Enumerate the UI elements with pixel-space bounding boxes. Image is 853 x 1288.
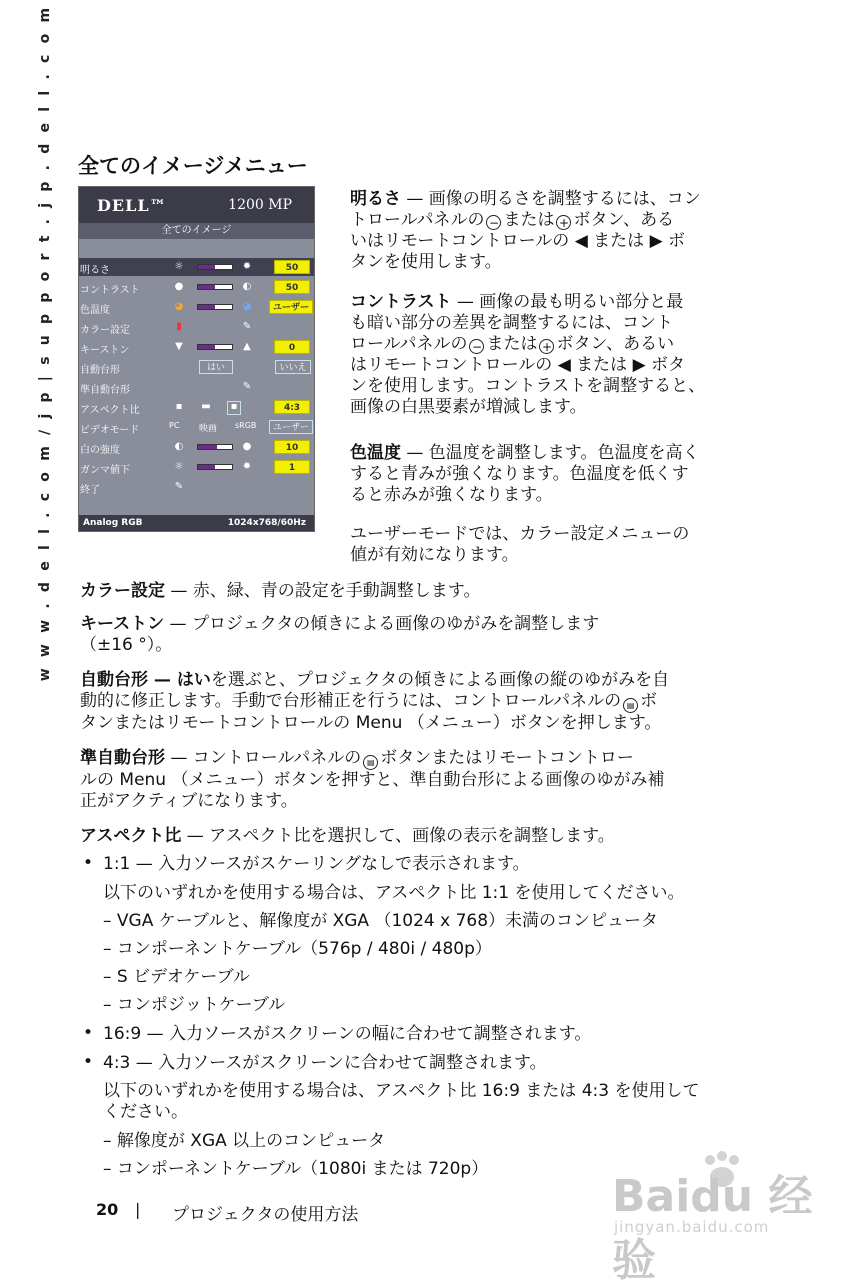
mode-pc[interactable]: PC: [169, 421, 180, 430]
enter-icon: ✎: [174, 481, 184, 492]
text: ルの Menu （メニュー）ボタンを押すと、準自動台形による画像のゆがみ補: [80, 770, 665, 790]
osd-row-contrast[interactable]: [79, 278, 314, 296]
aspect-1-1-item: – VGA ケーブルと、解像度が XGA （1024 x 768）未満のコンピュータ: [103, 911, 659, 931]
sun-large-icon: ✹: [242, 461, 252, 472]
osd-slider-fill: [198, 265, 215, 269]
osd-subtitle: 全てのイメージ: [79, 223, 314, 239]
text: ボタン、あるい: [556, 334, 675, 354]
circle-icon: ●: [174, 281, 184, 292]
text: （±16 °）。: [80, 635, 173, 655]
text: タンまたはリモートコントロールの Menu （メニュー）ボタンを押します。: [80, 713, 662, 733]
mode-movie[interactable]: 映画: [199, 424, 218, 434]
color-warm-icon: ◕: [174, 301, 184, 312]
aspect-1-1-item: – S ビデオケーブル: [103, 967, 250, 987]
text: または: [503, 210, 555, 230]
text: 以下のいずれかを使用する場合は、アスペクト比 16:9 または 4:3 を使用して: [103, 1081, 700, 1101]
para-brightness: [350, 189, 745, 273]
aspect-1-1: 1:1 — 入力ソースがスケーリングなしで表示されます。: [103, 854, 530, 874]
osd-row-label: 明るさ: [80, 265, 110, 276]
text: 値が有効になります。: [350, 545, 519, 565]
sun-small-icon: ☼: [174, 261, 184, 272]
osd-slider-fill: [198, 345, 215, 349]
sun-large-icon: ✹: [242, 261, 252, 272]
text: 動的に修正します。手動で台形補正を行うには、コントロールパネルの: [80, 691, 622, 711]
text: — アスペクト比を選択して、画像の表示を調整します。: [181, 826, 615, 846]
watermark-brand: Baidu 经验: [612, 1171, 813, 1286]
osd-value: 50: [274, 260, 310, 274]
para-contrast: [350, 292, 745, 418]
osd-row-color-setting[interactable]: [79, 318, 314, 336]
text: はリモートコントロールの ◀ または ▶ ボタ: [350, 355, 686, 375]
osd-row-brightness[interactable]: [79, 258, 314, 276]
text: ください。: [103, 1102, 188, 1122]
text: タンを使用します。: [350, 252, 502, 272]
text: ロールパネルの: [350, 334, 468, 354]
term: 明るさ: [350, 189, 401, 209]
aspect-4-3-note: [103, 1081, 743, 1123]
half-circle-icon: ◐: [174, 441, 184, 452]
half-circle-icon: ◐: [242, 281, 252, 292]
term: アスペクト比: [80, 826, 182, 846]
rgb-icon: ▮: [176, 321, 182, 332]
text: 画像の白黒要素が増減します。: [350, 397, 587, 417]
text: または: [486, 334, 538, 354]
osd-value: 50: [274, 280, 310, 294]
footer-title: プロジェクタの使用方法: [172, 1205, 359, 1225]
mode-srgb[interactable]: sRGB: [235, 421, 257, 430]
bullet-icon: •: [83, 853, 94, 873]
aspect-4-3-item: – コンポーネントケーブル（1080i または 720p）: [103, 1159, 489, 1179]
osd-slider[interactable]: [197, 284, 233, 290]
text: を選ぶと、プロジェクタの傾きによる画像の縦のゆがみを自: [210, 670, 670, 690]
circle-icon: ●: [242, 441, 252, 452]
text: ユーザーモードでは、カラー設定メニューの: [350, 524, 690, 544]
text: ボタン、ある: [573, 210, 675, 230]
para-color-setting: [80, 581, 740, 602]
aspect-4-3-icon: ▪: [227, 401, 241, 415]
mode-user[interactable]: ユーザー: [269, 420, 313, 434]
osd-row-white-intensity[interactable]: [79, 438, 314, 456]
osd-row-label: カラー設定: [80, 325, 130, 336]
minus-icon: −: [469, 339, 484, 354]
aspect-1-1-item: – コンポジットケーブル: [103, 995, 286, 1015]
watermark-url: jingyan.baidu.com: [614, 1218, 770, 1236]
osd-row-label: 白の強度: [80, 445, 120, 456]
text: ボ: [640, 691, 658, 711]
color-cool-icon: ◕: [242, 301, 252, 312]
osd-row-video-mode[interactable]: [79, 418, 314, 436]
osd-row-label: ビデオモード: [80, 425, 140, 436]
term: 自動台形 — はい: [80, 670, 211, 690]
osd-resolution: 1024x768/60Hz: [227, 518, 306, 528]
aspect-1-1-item: – コンポーネントケーブル（576p / 480i / 480p）: [103, 939, 492, 959]
triangle-up-icon: ▲: [243, 341, 251, 352]
footer-separator: |: [135, 1200, 141, 1219]
osd-menu: [78, 186, 315, 532]
text: も暗い部分の差異を調整するには、コント: [350, 313, 673, 333]
menu-button-icon: ▤: [363, 755, 378, 770]
page-title: 全てのイメージメニュー: [78, 154, 308, 178]
osd-row-label: ガンマ値下: [80, 465, 130, 476]
text: — 画像の明るさを調整するには、コン: [401, 189, 701, 209]
osd-row-label: 終了: [80, 485, 100, 496]
text: — 画像の最も明るい部分と最: [451, 292, 684, 312]
aspect-4-3: 4:3 — 入力ソースがスクリーンに合わせて調整されます。: [103, 1053, 547, 1073]
option-yes-button[interactable]: はい: [199, 360, 233, 374]
osd-row-label: キーストン: [80, 345, 130, 356]
aspect-16-9-icon: ▬: [201, 401, 211, 412]
menu-button-icon: ▤: [623, 698, 638, 713]
bullet-icon: •: [83, 1023, 94, 1043]
term: カラー設定: [80, 581, 165, 601]
aspect-1-1-note: 以下のいずれかを使用する場合は、アスペクト比 1:1 を使用してください。: [103, 883, 685, 903]
osd-row-semi-auto[interactable]: [79, 378, 314, 396]
osd-row-label: 自動台形: [80, 365, 120, 376]
para-user-mode: [350, 524, 745, 566]
osd-slider[interactable]: [197, 344, 233, 350]
osd-value: 0: [274, 340, 310, 354]
osd-row-color-temp[interactable]: [79, 298, 314, 316]
text: ると赤みが強くなります。: [350, 485, 553, 505]
term: キーストン: [80, 614, 165, 634]
osd-slider[interactable]: [197, 264, 233, 270]
text: — 色温度を調整します。色温度を高く: [401, 443, 700, 463]
para-keystone: [80, 614, 740, 656]
text: ボタンまたはリモートコントロー: [380, 748, 634, 768]
text: — コントロールパネルの: [165, 748, 362, 768]
osd-slider[interactable]: [197, 464, 233, 470]
sun-small-icon: ☼: [174, 461, 184, 472]
osd-slider[interactable]: [197, 304, 233, 310]
osd-row-auto-keystone[interactable]: [79, 358, 314, 376]
osd-row-exit[interactable]: [79, 478, 314, 496]
plus-icon: +: [556, 215, 571, 230]
side-url: [30, 4, 60, 681]
bullet-icon: •: [83, 1052, 94, 1072]
osd-row-label: 色温度: [80, 305, 110, 316]
side-url-text: w w w . d e l l . c o m / j p | s u p p o r t . j p . d e l l . c o m: [37, 4, 53, 681]
osd-source: Analog RGB: [83, 518, 143, 528]
osd-row-gamma[interactable]: [79, 458, 314, 476]
osd-value: ユーザー: [269, 300, 313, 314]
page-number: 20: [96, 1200, 119, 1219]
osd-model: 1200 MP: [228, 197, 292, 213]
osd-slider-fill: [198, 305, 215, 309]
osd-row-label: 準自動台形: [80, 385, 130, 396]
option-no-button[interactable]: いいえ: [275, 360, 311, 374]
osd-value: 10: [274, 440, 310, 454]
term: コントラスト: [350, 292, 452, 312]
para-auto-keystone: [80, 670, 745, 734]
osd-slider-fill: [198, 465, 215, 469]
osd-value: 4:3: [274, 400, 310, 414]
text: — プロジェクタの傾きによる画像のゆがみを調整します: [164, 614, 600, 634]
text: いはリモートコントロールの ◀ または ▶ ボ: [350, 231, 686, 251]
osd-footer: [79, 515, 314, 531]
term: 準自動台形: [80, 748, 165, 768]
osd-slider-fill: [198, 445, 217, 449]
osd-row-aspect[interactable]: [79, 398, 314, 416]
triangle-down-icon: ▼: [175, 341, 183, 352]
para-color-temp: [350, 443, 745, 506]
aspect-1-1-icon: ▪: [175, 401, 183, 412]
plus-icon: +: [539, 339, 554, 354]
aspect-16-9: 16:9 — 入力ソースがスクリーンの幅に合わせて調整されます。: [103, 1024, 592, 1044]
osd-row-label: コントラスト: [80, 285, 140, 296]
dell-logo: DELL™: [97, 196, 167, 215]
text: ンを使用します。コントラストを調整すると、: [350, 376, 706, 396]
minus-icon: −: [486, 215, 501, 230]
osd-header: [79, 187, 314, 223]
text: — 赤、緑、青の設定を手動調整します。: [165, 581, 481, 601]
text: 正がアクティブになります。: [80, 791, 298, 811]
aspect-4-3-item: – 解像度が XGA 以上のコンピュータ: [103, 1131, 386, 1151]
text: すると青みが強くなります。色温度を低くす: [350, 464, 689, 484]
enter-icon: ✎: [242, 321, 252, 332]
para-aspect: [80, 826, 745, 847]
text: トロールパネルの: [350, 210, 485, 230]
osd-value: 1: [274, 460, 310, 474]
osd-slider[interactable]: [197, 444, 233, 450]
osd-slider-fill: [198, 285, 215, 289]
enter-icon: ✎: [242, 381, 252, 392]
term: 色温度: [350, 443, 401, 463]
osd-row-label: アスペクト比: [80, 405, 140, 416]
para-semi-auto: [80, 748, 745, 812]
osd-row-keystone[interactable]: [79, 338, 314, 356]
